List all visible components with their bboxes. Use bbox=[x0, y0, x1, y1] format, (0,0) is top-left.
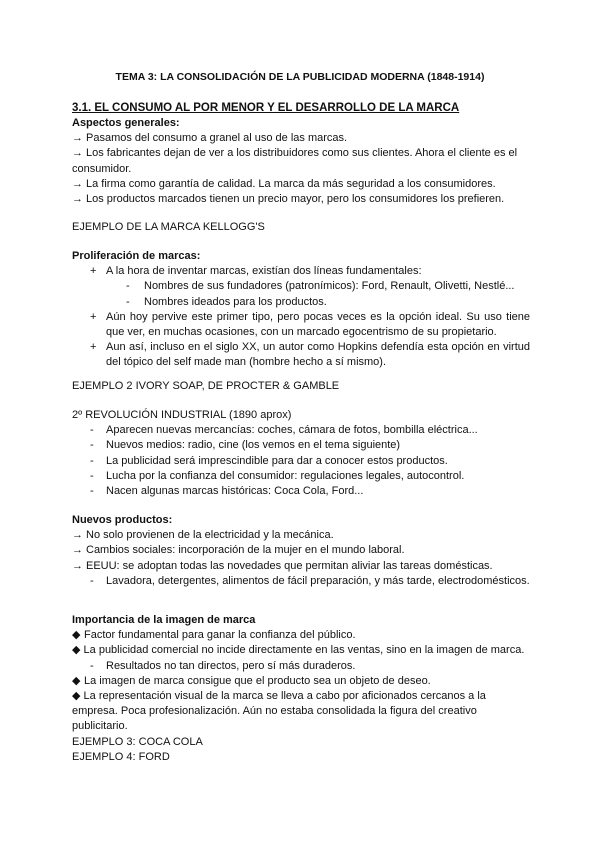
list-item: - Nombres de sus fundadores (patronímicos): Ford, Renault, Olivetti, Nestlé... bbox=[72, 279, 530, 294]
list-item: → Pasamos del consumo a granel al uso de las marcas. bbox=[72, 131, 530, 146]
plus-icon: + bbox=[90, 310, 97, 323]
importancia-section bbox=[72, 613, 530, 765]
list-item: - Nuevos medios: radio, cine (los vemos en el tema siguiente) bbox=[72, 438, 530, 453]
nuevos-section bbox=[72, 513, 530, 589]
list-item: - Aparecen nuevas mercancías: coches, cámara de fotos, bombilla eléctrica... bbox=[72, 423, 530, 438]
list-item: → La firma como garantía de calidad. La marca da más seguridad a los consumidores. bbox=[72, 177, 530, 192]
arrow-icon: → bbox=[72, 529, 83, 542]
list-item: → No solo provienen de la electricidad y la mecánica. bbox=[72, 528, 530, 543]
list-item: → Los productos marcados tienen un precio mayor, pero los consumidores los prefieren. bbox=[72, 192, 530, 207]
section-title: 3.1. EL CONSUMO AL POR MENOR Y EL DESARROLLO DE LA MARCA bbox=[72, 102, 460, 114]
list-item: → Cambios sociales: incorporación de la mujer en el mundo laboral. bbox=[72, 543, 530, 558]
proliferacion-section bbox=[72, 249, 530, 371]
diamond-icon: ◆ bbox=[72, 674, 81, 687]
diamond-icon: ◆ bbox=[72, 690, 81, 703]
list-item: - Lucha por la confianza del consumidor: regulaciones legales, autocontrol. bbox=[72, 469, 530, 484]
revolucion-heading: 2º REVOLUCIÓN INDUSTRIAL (1890 aprox) bbox=[72, 409, 292, 421]
diamond-icon: ◆ bbox=[72, 629, 81, 642]
example-coca-cola: EJEMPLO 3: COCA COLA bbox=[72, 735, 203, 748]
list-item: ◆ Factor fundamental para ganar la confianza del público. bbox=[72, 628, 530, 643]
list-item: - La publicidad será imprescindible para dar a conocer estos productos. bbox=[72, 454, 530, 469]
revolucion-section bbox=[72, 408, 530, 499]
nuevos-heading: Nuevos productos: bbox=[72, 514, 173, 526]
dash-icon: - bbox=[90, 454, 94, 467]
proliferacion-heading: Proliferación de marcas: bbox=[72, 250, 201, 262]
list-item: → Los fabricantes dejan de ver a los distribuidores como sus clientes. Ahora el cliente es el consumidor. bbox=[72, 146, 530, 176]
list-item: + Aun así, incluso en el siglo XX, un autor como Hopkins defendía esta opción en virtud del tópico del self made man (hombre hecho a sí mismo). bbox=[72, 340, 530, 370]
page-title: TEMA 3: LA CONSOLIDACIÓN DE LA PUBLICIDAD MODERNA (1848-1914) bbox=[115, 71, 485, 83]
arrow-icon: → bbox=[72, 177, 83, 190]
example-ivory-soap: EJEMPLO 2 IVORY SOAP, DE PROCTER & GAMBLE bbox=[72, 380, 340, 392]
list-item: → EEUU: se adoptan todas las novedades que permitan aliviar las tareas domésticas. bbox=[72, 559, 530, 574]
dash-icon: - bbox=[90, 439, 94, 452]
arrow-icon: → bbox=[72, 132, 83, 145]
dash-icon: - bbox=[90, 424, 94, 437]
aspectos-heading: Aspectos generales: bbox=[72, 117, 180, 129]
list-item: ◆ La imagen de marca consigue que el producto sea un objeto de deseo. bbox=[72, 674, 530, 689]
list-item: ◆ La publicidad comercial no incide directamente en las ventas, sino en la imagen de marca. bbox=[72, 644, 525, 657]
diamond-icon: ◆ bbox=[72, 644, 81, 657]
arrow-icon: → bbox=[72, 147, 83, 160]
dash-icon: - bbox=[126, 280, 130, 293]
example-kelloggs: EJEMPLO DE LA MARCA KELLOGG'S bbox=[72, 221, 265, 233]
arrow-icon: → bbox=[72, 544, 83, 557]
list-item: - Lavadora, detergentes, alimentos de fácil preparación, y más tarde, electrodomésticos. bbox=[72, 574, 530, 589]
list-item: - Resultados no tan directos, pero sí más duraderos. bbox=[72, 659, 530, 674]
list-item: + Aún hoy pervive este primer tipo, pero pocas veces es la opción ideal. Su uso tiene que ver, en muchas ocasiones, con un marcado egocentrismo de su propietario. bbox=[72, 310, 530, 340]
list-item: + A la hora de inventar marcas, existían dos líneas fundamentales: bbox=[72, 264, 530, 279]
dash-icon: - bbox=[126, 295, 130, 308]
list-item: - Nacen algunas marcas históricas: Coca Cola, Ford... bbox=[72, 484, 530, 499]
dash-icon: - bbox=[90, 574, 94, 587]
arrow-icon: → bbox=[72, 193, 83, 206]
list-item: - Nombres ideados para los productos. bbox=[72, 295, 530, 310]
plus-icon: + bbox=[90, 341, 97, 354]
dash-icon: - bbox=[90, 485, 94, 498]
dash-icon: - bbox=[90, 469, 94, 482]
plus-icon: + bbox=[90, 265, 97, 278]
arrow-icon: → bbox=[72, 559, 83, 572]
aspectos-section bbox=[72, 116, 530, 207]
example-ford: EJEMPLO 4: FORD bbox=[72, 750, 170, 763]
importancia-heading: Importancia de la imagen de marca bbox=[72, 614, 256, 626]
list-item: ◆ La representación visual de la marca se lleva a cabo por aficionados cercanos a la empresa. Poca profesionalización. Aún no estaba consolidada la figura del creativo publicitario. bbox=[72, 690, 486, 733]
dash-icon: - bbox=[90, 659, 94, 672]
